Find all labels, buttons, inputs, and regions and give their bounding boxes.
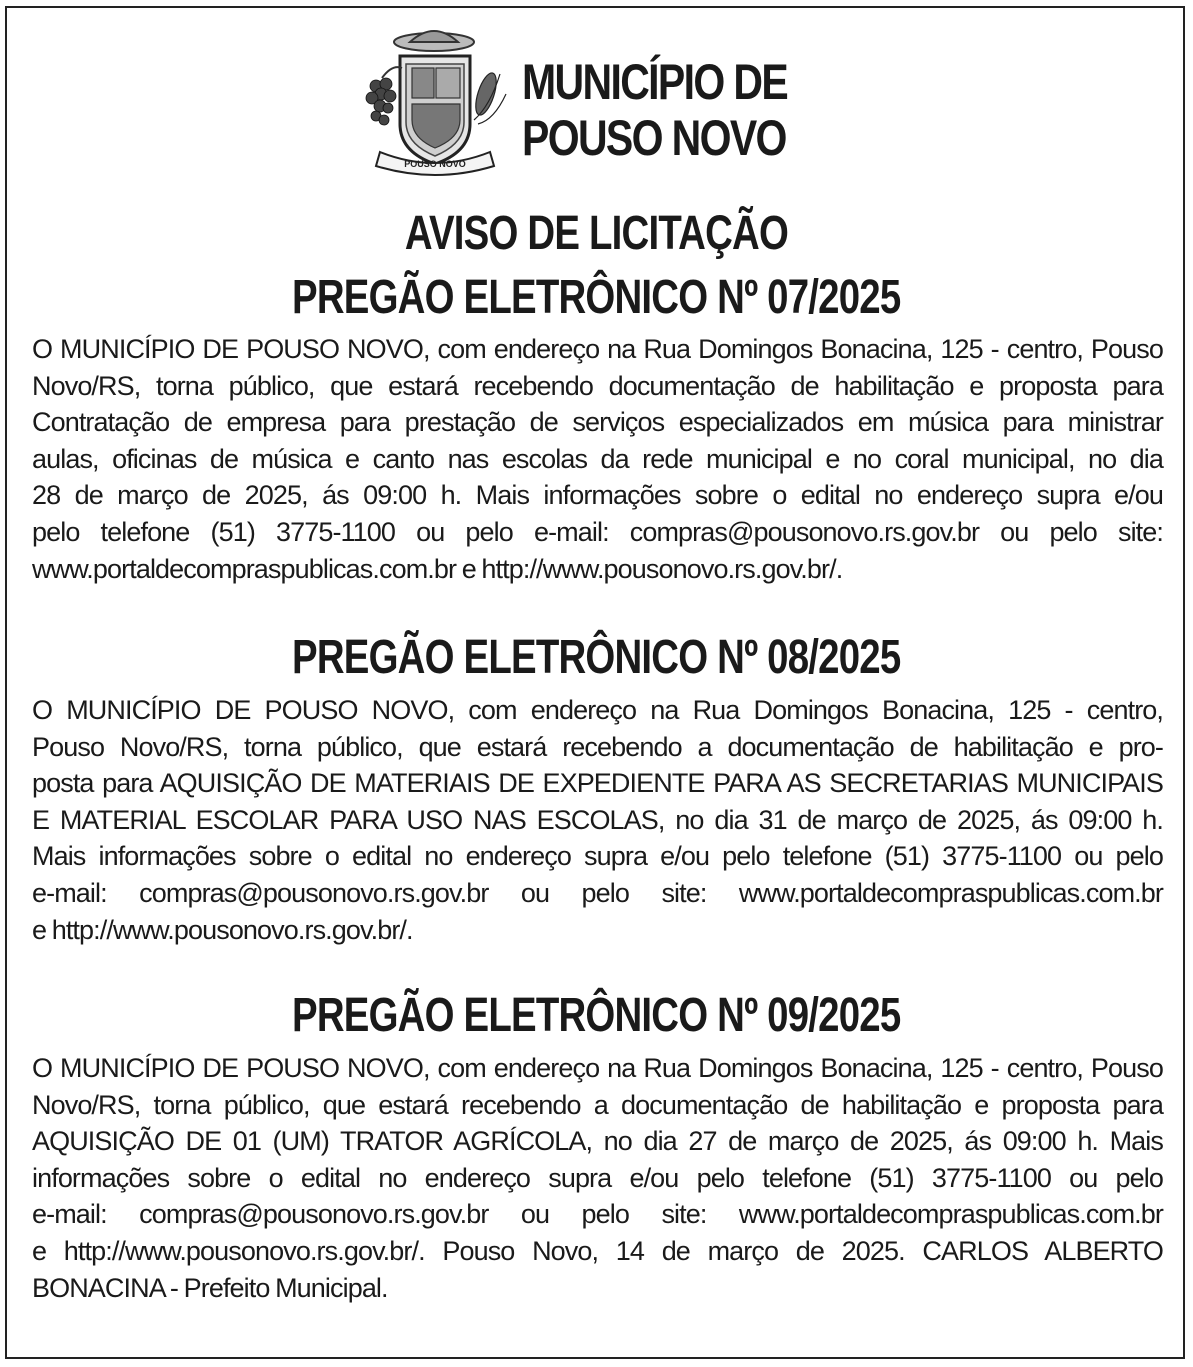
body-line: O MUNICÍPIO DE POUSO NOVO, com endereço na Rua Domingos Bonacina, 125 - centro, xyxy=(32,695,1163,725)
body-line: Novo/RS, torna público, que estará recebendo documentação de habilitação e proposta para xyxy=(32,370,1163,401)
body-line: E MATERIAL ESCOLAR PARA USO NAS ESCOLAS, no dia 31 de março de 2025, ás 09:00 h. xyxy=(32,804,1163,835)
municipality-name xyxy=(522,54,787,166)
body-line: AQUISIÇÃO DE 01 (UM) TRATOR AGRÍCOLA, no dia 27 de março de 2025, ás 09:00 h. Mais xyxy=(32,1126,1163,1157)
notice-title: AVISO DE LICITAÇÃO xyxy=(404,207,789,260)
body-line: e http://www.pousonovo.rs.gov.br/. xyxy=(32,914,413,945)
body-line: O MUNICÍPIO DE POUSO NOVO, com endereço na Rua Domingos Bonacina, 125 - centro, Pouso xyxy=(32,334,1163,364)
body-line: aulas, oficinas de música e canto nas escolas da rede municipal e no coral municipal, no dia xyxy=(32,443,1163,474)
body-line: O MUNICÍPIO DE POUSO NOVO, com endereço na Rua Domingos Bonacina, 125 - centro, Pouso xyxy=(32,1053,1163,1083)
body-line: Contratação de empresa para prestação de serviços especializados em música para ministrar xyxy=(32,407,1163,438)
section-body xyxy=(32,692,1163,948)
section-body xyxy=(32,1050,1163,1306)
section-heading: PREGÃO ELETRÔNICO Nº 09/2025 xyxy=(292,989,901,1042)
body-line: informações sobre o edital no endereço supra e/ou pelo telefone (51) 3775-1100 ou pelo xyxy=(32,1162,1163,1193)
section-heading: PREGÃO ELETRÔNICO Nº 07/2025 xyxy=(292,271,901,324)
section-body xyxy=(32,331,1163,587)
municipality-line-1: MUNICÍPIO DE xyxy=(522,54,788,110)
coat-of-arms-ribbon-text: POUSO NOVO xyxy=(404,159,466,169)
body-line: 28 de março de 2025, ás 09:00 h. Mais informações sobre o edital no endereço supra e/ou xyxy=(32,480,1163,511)
coat-of-arms-icon xyxy=(362,24,512,179)
municipality-line-2: POUSO NOVO xyxy=(522,110,786,166)
body-line: e-mail: compras@pousonovo.rs.gov.br ou pelo site: www.portaldecompraspublicas.com.br xyxy=(32,877,1163,908)
body-line: e http://www.pousonovo.rs.gov.br/. Pouso Novo, 14 de março de 2025. CARLOS ALBERTO xyxy=(32,1235,1163,1266)
header xyxy=(362,24,842,184)
body-line: Pouso Novo/RS, torna público, que estará recebendo a documentação de habilitação e pro- xyxy=(32,731,1163,762)
section-heading: PREGÃO ELETRÔNICO Nº 08/2025 xyxy=(292,631,901,684)
body-line: www.portaldecompraspublicas.com.br e http://www.pousonovo.rs.gov.br/. xyxy=(32,553,843,584)
body-line: pelo telefone (51) 3775-1100 ou pelo e-mail: compras@pousonovo.rs.gov.br ou pelo site: xyxy=(32,516,1163,547)
body-line: e-mail: compras@pousonovo.rs.gov.br ou pelo site: www.portaldecompraspublicas.com.br xyxy=(32,1199,1163,1230)
body-line: posta para AQUISIÇÃO DE MATERIAIS DE EXPEDIENTE PARA AS SECRETARIAS MUNICIPAIS xyxy=(32,768,1163,799)
body-line: Novo/RS, torna público, que estará recebendo a documentação de habilitação e proposta para xyxy=(32,1089,1163,1120)
body-line: Mais informações sobre o edital no endereço supra e/ou pelo telefone (51) 3775-1100 ou pelo xyxy=(32,841,1163,872)
body-line: BONACINA - Prefeito Municipal. xyxy=(32,1272,388,1303)
